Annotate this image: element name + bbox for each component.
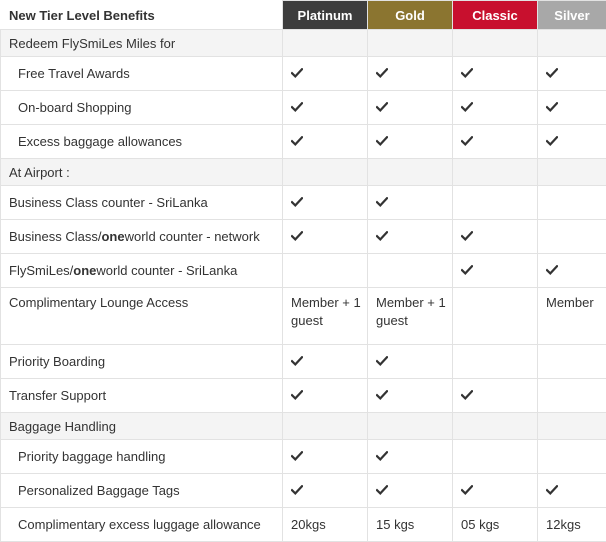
checkmark-icon <box>376 451 388 461</box>
checkmark-icon <box>291 197 303 207</box>
tier-cell-platinum: Member + 1 guest <box>283 288 368 345</box>
benefit-label: On-board Shopping <box>1 91 283 125</box>
tier-cell-classic <box>453 379 538 413</box>
checkmark-icon <box>291 451 303 461</box>
checkmark-icon <box>461 265 473 275</box>
checkmark-icon <box>546 265 558 275</box>
checkmark-icon <box>376 68 388 78</box>
tier-cell-gold <box>368 125 453 159</box>
tier-cell-gold: Member + 1 guest <box>368 288 453 345</box>
tier-cell-classic <box>453 57 538 91</box>
tier-cell-classic: 05 kgs <box>453 508 538 542</box>
table-row <box>1 345 606 379</box>
checkmark-icon <box>461 485 473 495</box>
tier-cell-silver: 12kgs <box>538 508 606 542</box>
benefit-label: Excess baggage allowances <box>1 125 283 159</box>
section-cell-silver <box>538 159 606 186</box>
tier-cell-platinum: 20kgs <box>283 508 368 542</box>
benefit-label-part: world counter - network <box>125 229 260 244</box>
tier-cell-silver <box>538 91 606 125</box>
section-title: Baggage Handling <box>1 413 283 440</box>
benefit-label <box>1 254 283 288</box>
checkmark-icon <box>546 485 558 495</box>
tier-header-gold: Gold <box>368 1 453 30</box>
checkmark-icon <box>461 68 473 78</box>
benefit-label-part: Business Class/ <box>9 229 101 244</box>
tier-cell-gold <box>368 254 453 288</box>
checkmark-icon <box>291 136 303 146</box>
tier-cell-platinum <box>283 440 368 474</box>
section-cell-platinum <box>283 159 368 186</box>
benefit-label: Transfer Support <box>1 379 283 413</box>
table-row <box>1 440 606 474</box>
benefit-label-part: world counter - SriLanka <box>96 263 237 278</box>
tier-cell-gold <box>368 379 453 413</box>
tier-cell-classic <box>453 91 538 125</box>
checkmark-icon <box>291 356 303 366</box>
checkmark-icon <box>546 102 558 112</box>
table-row <box>1 288 606 345</box>
tier-cell-platinum <box>283 91 368 125</box>
tier-cell-classic <box>453 186 538 220</box>
checkmark-icon <box>376 136 388 146</box>
benefit-label: Personalized Baggage Tags <box>1 474 283 508</box>
benefit-label: Complimentary excess luggage allowance <box>1 508 283 542</box>
table-row <box>1 125 606 159</box>
tier-header-platinum: Platinum <box>283 1 368 30</box>
tier-cell-gold <box>368 186 453 220</box>
checkmark-icon <box>376 485 388 495</box>
checkmark-icon <box>376 356 388 366</box>
tier-cell-platinum <box>283 125 368 159</box>
tier-cell-classic <box>453 220 538 254</box>
tier-cell-platinum <box>283 57 368 91</box>
tier-cell-silver <box>538 474 606 508</box>
section-cell-gold <box>368 30 453 57</box>
checkmark-icon <box>376 102 388 112</box>
table-row <box>1 186 606 220</box>
table-row <box>1 91 606 125</box>
tier-cell-silver <box>538 440 606 474</box>
benefit-label: Priority baggage handling <box>1 440 283 474</box>
tier-cell-classic <box>453 288 538 345</box>
tier-cell-gold <box>368 440 453 474</box>
checkmark-icon <box>461 231 473 241</box>
section-cell-silver <box>538 413 606 440</box>
benefit-label: Priority Boarding <box>1 345 283 379</box>
checkmark-icon <box>461 390 473 400</box>
section-cell-gold <box>368 159 453 186</box>
tier-cell-silver <box>538 379 606 413</box>
checkmark-icon <box>461 102 473 112</box>
tier-cell-platinum <box>283 345 368 379</box>
section-title: At Airport : <box>1 159 283 186</box>
oneworld-brand-text: one <box>73 263 96 278</box>
section-title: Redeem FlySmiLes Miles for <box>1 30 283 57</box>
tier-cell-classic <box>453 474 538 508</box>
benefit-label: Complimentary Lounge Access <box>1 288 283 345</box>
benefit-label-part: FlySmiLes/ <box>9 263 73 278</box>
tier-cell-platinum <box>283 474 368 508</box>
benefit-label <box>1 220 283 254</box>
tier-cell-gold <box>368 91 453 125</box>
table-title: New Tier Level Benefits <box>1 1 283 30</box>
tier-cell-silver <box>538 345 606 379</box>
section-row <box>1 413 606 440</box>
tier-cell-gold <box>368 474 453 508</box>
benefit-label: Free Travel Awards <box>1 57 283 91</box>
checkmark-icon <box>376 197 388 207</box>
checkmark-icon <box>376 231 388 241</box>
section-cell-classic <box>453 30 538 57</box>
checkmark-icon <box>291 68 303 78</box>
tier-cell-silver: Member <box>538 288 606 345</box>
table-row <box>1 508 606 542</box>
tier-cell-classic <box>453 345 538 379</box>
checkmark-icon <box>546 136 558 146</box>
tier-cell-gold <box>368 220 453 254</box>
tier-cell-silver <box>538 220 606 254</box>
section-cell-classic <box>453 159 538 186</box>
tier-cell-gold <box>368 345 453 379</box>
section-cell-silver <box>538 30 606 57</box>
section-row <box>1 159 606 186</box>
checkmark-icon <box>291 390 303 400</box>
checkmark-icon <box>546 68 558 78</box>
tier-cell-classic <box>453 440 538 474</box>
table-header-row <box>1 1 606 30</box>
tier-cell-platinum <box>283 254 368 288</box>
tier-cell-platinum <box>283 379 368 413</box>
section-cell-platinum <box>283 30 368 57</box>
checkmark-icon <box>291 102 303 112</box>
table-row <box>1 474 606 508</box>
tier-cell-silver <box>538 57 606 91</box>
tier-cell-gold: 15 kgs <box>368 508 453 542</box>
tier-cell-classic <box>453 125 538 159</box>
section-row <box>1 30 606 57</box>
benefit-label: Business Class counter - SriLanka <box>1 186 283 220</box>
tier-header-classic: Classic <box>453 1 538 30</box>
checkmark-icon <box>291 485 303 495</box>
section-cell-gold <box>368 413 453 440</box>
tier-cell-silver <box>538 254 606 288</box>
table-body <box>1 30 606 542</box>
table-row <box>1 379 606 413</box>
table-row <box>1 57 606 91</box>
tier-cell-silver <box>538 125 606 159</box>
tier-cell-silver <box>538 186 606 220</box>
oneworld-brand-text: one <box>101 229 124 244</box>
tier-cell-platinum <box>283 186 368 220</box>
checkmark-icon <box>376 390 388 400</box>
tier-cell-platinum <box>283 220 368 254</box>
table-row <box>1 254 606 288</box>
section-cell-classic <box>453 413 538 440</box>
checkmark-icon <box>461 136 473 146</box>
tier-cell-gold <box>368 57 453 91</box>
tier-header-silver: Silver <box>538 1 606 30</box>
table-row <box>1 220 606 254</box>
tier-cell-classic <box>453 254 538 288</box>
checkmark-icon <box>291 231 303 241</box>
section-cell-platinum <box>283 413 368 440</box>
